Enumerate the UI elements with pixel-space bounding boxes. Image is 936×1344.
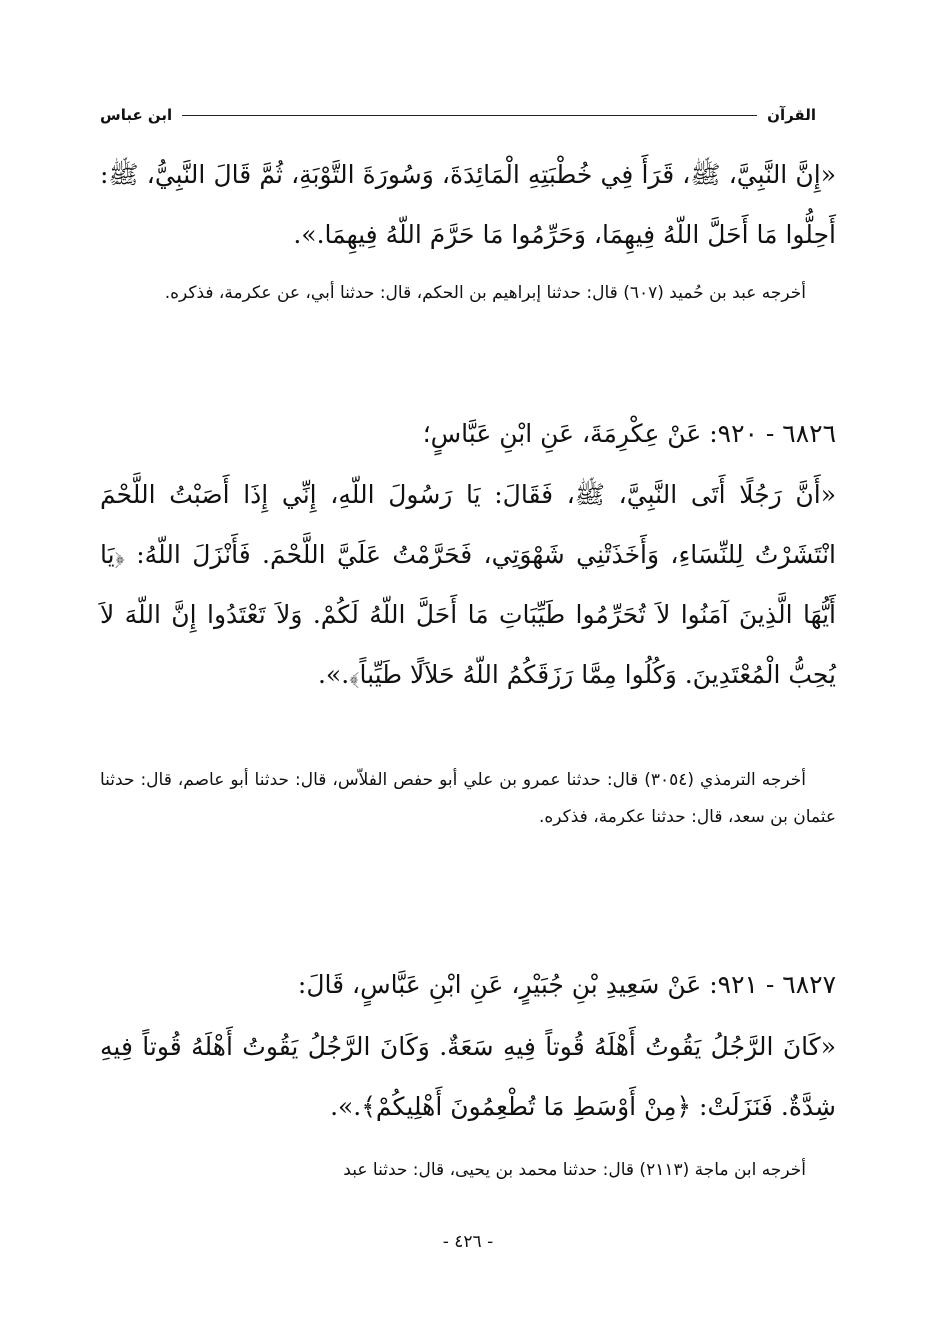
page-number: - ٤٢٦ - (442, 1232, 494, 1252)
hadith-text-6826: «أَنَّ رَجُلًا أَتَى النَّبِيَّ، ﷺ، فَقَالَ: يَا رَسُولَ اللّهِ، إِنِّي إِذَا أَصَبْتُ اللَّحْمَ انْتَشَرْتُ لِلنِّسَاءِ، وَأَخَذَتْنِي شَهْوَتِي، فَحَرَّمْتُ عَلَيَّ اللَّحْمَ. فَأَنْزَلَ اللّهُ: ﴿يَا أَيُّهَا الَّذِينَ آمَنُوا لاَ تُحَرِّمُوا طَيِّبَاتِ مَا أَحَلَّ اللّهُ لَكُمْ. وَلاَ تَعْتَدُوا إِنَّ اللّهَ لاَ يُحِبُّ الْمُعْتَدِينَ. وَكُلُوا مِمَّا رَزَقَكُمُ اللّهُ حَلاَلًا طَيِّباً﴾.». (100, 480, 836, 689)
hadith-text-6827: «كَانَ الرَّجُلُ يَقُوتُ أَهْلَهُ قُوتاً فِيهِ سَعَةٌ. وَكَانَ الرَّجُلُ يَقُوتُ أَهْلَهُ قُوتاً فِيهِ شِدَّةٌ. فَنَزَلَتْ: ﴿مِنْ أَوْسَطِ مَا تُطْعِمُونَ أَهْلِيكُمْ﴾.». (100, 1032, 836, 1121)
takhrij-note-6826: أخرجه الترمذي (٣٠٥٤) قال: حدثنا عمرو بن علي أبو حفص الفلاّس، قال: حدثنا أبو عاصم، قال: حدثنا عثمان بن سعد، قال: حدثنا عكرمة، فذكره. (100, 770, 836, 827)
hadith-text-prev: «إِنَّ النَّبِيَّ، ﷺ، قَرَأَ فِي خُطْبَتِهِ الْمَائِدَةَ، وَسُورَةَ التَّوْبَةِ، ثُمَّ قَالَ النَّبِيُّ، ﷺ: أَحِلُّوا مَا أَحَلَّ اللّهُ فِيهِمَا، وَحَرِّمُوا مَا حَرَّمَ اللّهُ فِيهِمَا.». (100, 160, 836, 249)
header-book-title: القرآن (767, 106, 816, 124)
header-rule (182, 115, 757, 116)
takhrij-note-prev: أخرجه عبد بن حُميد (٦٠٧) قال: حدثنا إبراهيم بن الحكم، قال: حدثنا أبي، عن عكرمة، فذكره. (164, 283, 806, 303)
hadith-heading-6827: ٦٨٢٧ - ٩٢١: عَنْ سَعِيدِ بْنِ جُبَيْرٍ، عَنِ ابْنِ عَبَّاسٍ، قَالَ: (297, 970, 836, 999)
header-chapter-title: ابن عباس (100, 106, 173, 124)
takhrij-note-6827: أخرجه ابن ماجة (٢١١٣) قال: حدثنا محمد بن يحيى، قال: حدثنا عبد (343, 1160, 806, 1180)
hadith-heading-6826: ٦٨٢٦ - ٩٢٠: عَنْ عِكْرِمَةَ، عَنِ ابْنِ عَبَّاسٍ؛ (422, 419, 836, 448)
running-header (100, 100, 816, 130)
